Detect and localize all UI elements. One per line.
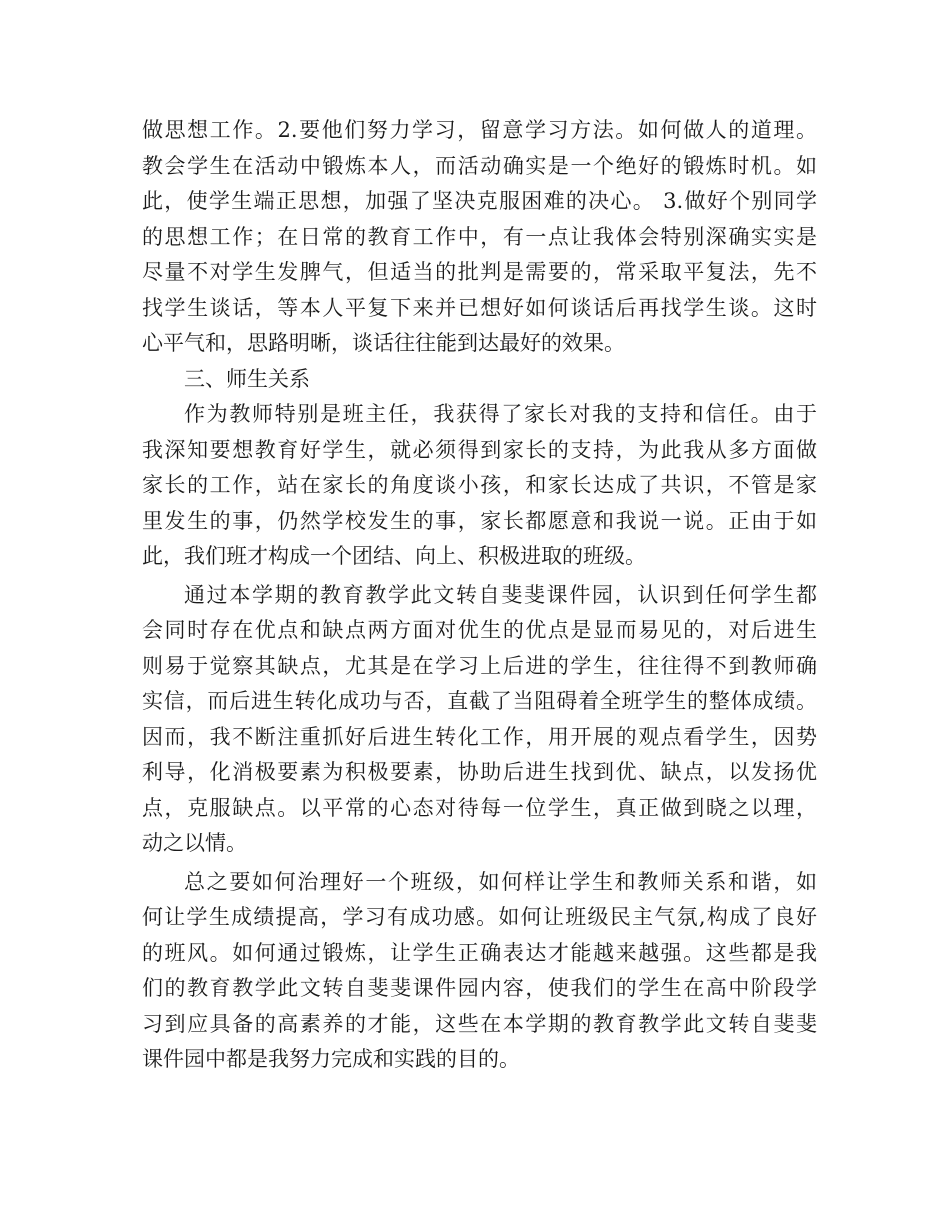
text-line: 心平气和，思路明晰，谈话往往能到达最好的效果。 [142,331,625,355]
text-line: 通过本学期的教育教学此文转自斐斐课件园，认识到任何学生都 [184,582,817,607]
text-line: 会同时存在优点和缺点两方面对优生的优点是显而易见的，对后进生 [142,618,817,642]
text-line: 家长的工作，站在家长的角度谈小孩，和家长达成了共识，不管是家 [142,473,817,497]
text-line: 此，我们班才构成一个团结、向上、积极进取的班级。 [142,544,646,568]
paragraph-3 [142,578,817,862]
text-line: 尽量不对学生发脾气，但适当的批判是需要的，常采取平复法，先不 [142,260,817,284]
text-line: 找学生谈话，等本人平复下来并已想好如何谈话后再找学生谈。这时 [142,295,817,320]
text-line: 我深知要想教育好学生，就必须得到家长的支持，为此我从多方面做 [142,437,817,462]
paragraph-2 [142,397,817,575]
text-line: 点，克服缺点。以平常的心态对待每一位学生，真正做到晓之以理， [142,795,817,820]
paragraph-1 [142,113,817,362]
text-line: 动之以情。 [142,831,247,855]
text-line: 利导，化消极要素为积极要素，协助后进生找到优、缺点，以发扬优 [142,760,817,784]
text-line: 则易于觉察其缺点，尤其是在学习上后进的学生，往往得不到教师确 [142,653,817,678]
text-line: 课件园中都是我努力完成和实践的目的。 [142,1047,520,1071]
text-line: 因而，我不断注重抓好后进生转化工作，用开展的观点看学生，因势 [142,724,817,749]
text-line: 的班风。如何通过锻炼，让学生正确表达才能越来越强。这些都是我 [142,940,817,965]
section-heading: 三、师生关系 [184,366,310,391]
text-line: 们的教育教学此文转自斐斐课件园内容，使我们的学生在高中阶段学 [142,976,817,1000]
text-line: 实信，而后进生转化成功与否，直截了当阻碍着全班学生的整体成绩。 [142,689,817,713]
text-line: 何让学生成绩提高，学习有成功感。如何让班级民主气氛,构成了良好 [142,905,817,929]
text-line: 习到应具备的高素养的才能，这些在本学期的教育教学此文转自斐斐 [142,1011,817,1036]
paragraph-4 [142,865,817,1078]
text-line: 做思想工作。2.要他们努力学习，留意学习方法。如何做人的道理。 [142,118,817,142]
text-line: 作为教师特别是班主任，我获得了家长对我的支持和信任。由于 [184,402,817,426]
text-line: 教会学生在活动中锻炼本人，而活动确实是一个绝好的锻炼时机。如 [142,153,817,178]
text-line: 总之要如何治理好一个班级，如何样让学生和教师关系和谐，如 [184,869,817,894]
text-line: 此，使学生端正思想，加强了坚决克服困难的决心。 3.做好个别同学 [142,189,817,213]
text-line: 的思想工作；在日常的教育工作中，有一点让我体会特别深确实实是 [142,224,817,249]
text-line: 里发生的事，仍然学校发生的事，家长都愿意和我说一说。正由于如 [142,508,817,533]
document-page [142,113,817,1078]
